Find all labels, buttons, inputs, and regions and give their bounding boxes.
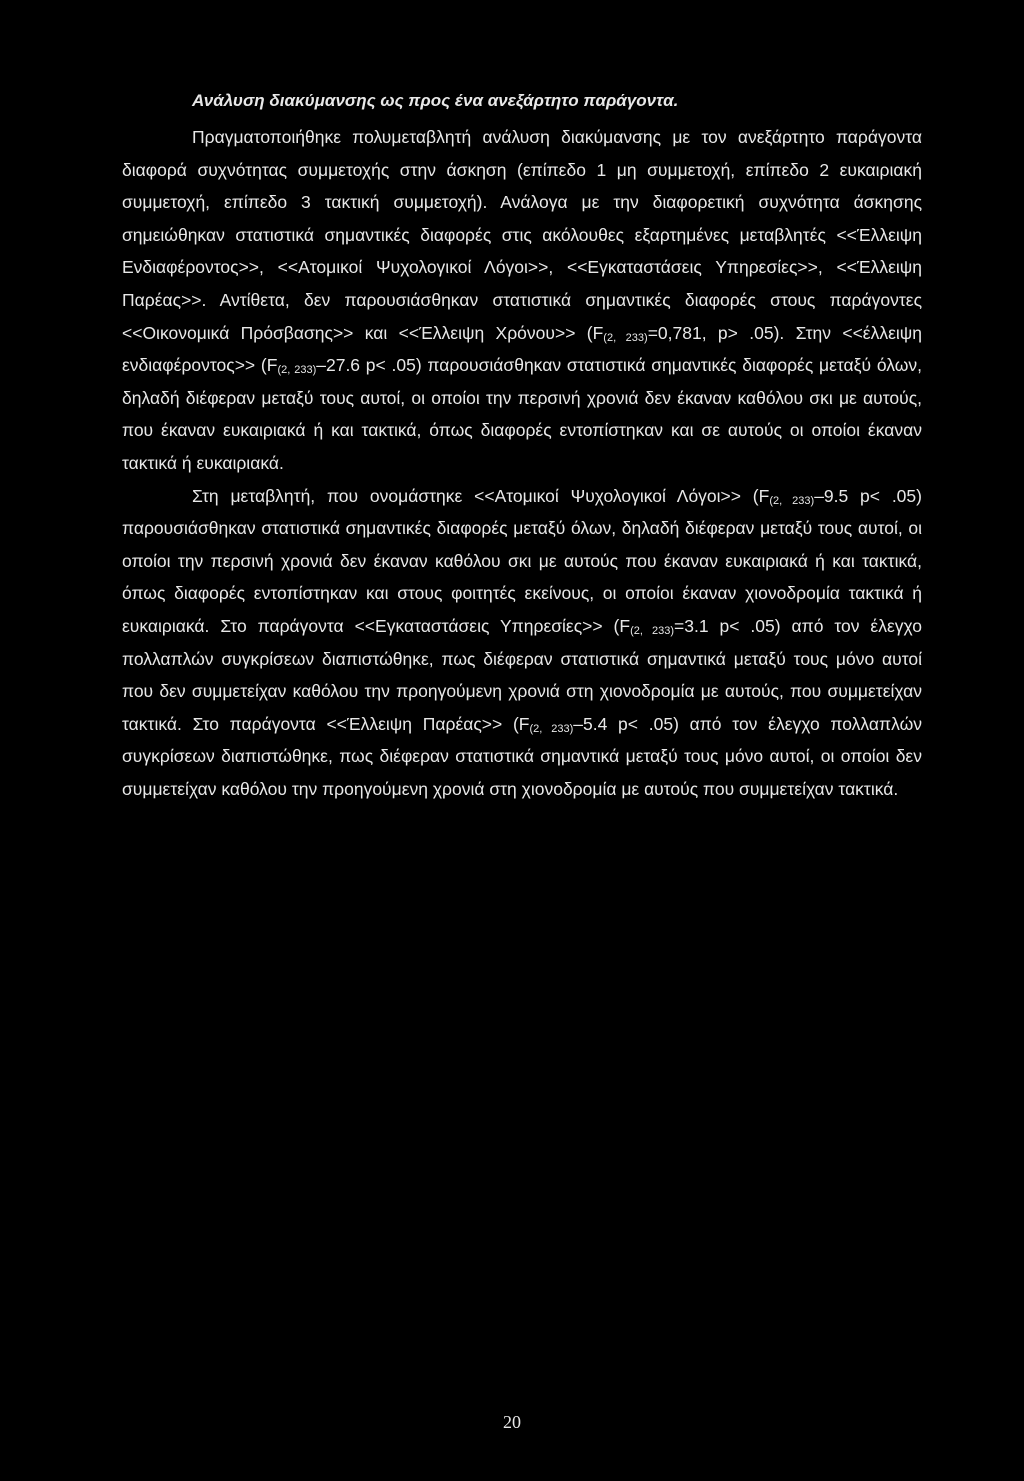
paragraph-1-subscript-1: (2, 233) — [603, 331, 648, 344]
paragraph-2-subscript-3: (2, 233) — [529, 722, 574, 735]
paragraph-1-text-3: –27.6 p< .05) παρουσιάσθηκαν στατιστικά σημαντικές διαφορές μεταξύ όλων, δηλαδή διέφεραν μεταξύ τους αυτοί, οι οποίοι την περσινή χρονιά δεν έκαναν καθόλου σκι με αυτούς, που έκαναν ευκαιριακά ή και τακτικά, όπως διαφορές εντοπίστηκαν και σε αυτούς οι οποίοι έκαναν τακτικά ή ευκαιριακά. — [122, 355, 922, 473]
paragraph-1-text-1: Πραγματοποιήθηκε πολυμεταβλητή ανάλυση διακύμανσης με τον ανεξάρτητο παράγοντα διαφορά συχνότητας συμμετοχής στην άσκηση (επίπεδο 1 μη συμμετοχή, επίπεδο 2 ευκαιριακή συμμετοχή, επίπεδο 3 τακτική συμμετοχή). Ανάλογα με την διαφορετική συχνότητα άσκησης σημειώθηκαν στατιστικά σημαντικές διαφορές στις ακόλουθες εξαρτημένες μεταβλητές <<Έλλειψη Ενδιαφέροντος>>, <<Ατομικοί Ψυχολογικοί Λόγοι>>, <<Εγκαταστάσεις Υπηρεσίες>>, <<Έλλειψη Παρέας>>. Αντίθετα, δεν παρουσιάσθηκαν στατιστικά σημαντικές διαφορές στους παράγοντες <<Οικονομικά Πρόσβασης>> και <<Έλλειψη Χρόνου>> (F — [122, 127, 922, 343]
page-body — [122, 88, 922, 805]
paragraph-2-subscript-1: (2, 233) — [769, 494, 815, 507]
paragraph-2 — [122, 480, 922, 806]
section-heading: Ανάλυση διακύμανσης ως προς ένα ανεξάρτητο παράγοντα. — [192, 91, 679, 110]
paragraph-2-text-1: Στη μεταβλητή, που ονομάστηκε <<Ατομικοί Ψυχολογικοί Λόγοι>> (F — [192, 485, 770, 506]
paragraph-2-text-3: =3.1 p< .05) από τον έλεγχο πολλαπλών συγκρίσεων διαπιστώθηκε, πως διέφεραν στατιστικά σημαντικά μεταξύ τους μόνο αυτοί που δεν συμμετείχαν καθόλου την προηγούμενη χρονιά στη χιονοδρομία με αυτούς, που συμμετείχαν τακτικά. Στο παράγοντα <<Έλλειψη Παρέας>> (F — [122, 615, 922, 734]
paragraph-2-text-2: –9.5 p< .05) παρουσιάσθηκαν στατιστικά σημαντικές διαφορές μεταξύ όλων, δηλαδή διέφεραν μεταξύ τους αυτοί, οι οποίοι την περσινή χρονιά δεν έκαναν καθόλου σκι με αυτούς που έκαναν ευκαιριακά ή και τακτικά, όπως διαφορές εντοπίστηκαν και στους φοιτητές εκείνους, οι οποίοι έκαναν χιονοδρομία τακτικά ή ευκαιριακά. Στο παράγοντα <<Εγκαταστάσεις Υπηρεσίες>> (F — [122, 485, 922, 636]
paragraph-1-subscript-2: (2, 233) — [277, 364, 317, 377]
paragraph-1 — [122, 121, 922, 480]
paragraph-2-subscript-2: (2, 233) — [630, 624, 675, 637]
page-number: 20 — [503, 1412, 521, 1432]
paragraph-2-text-4: –5.4 p< .05) από τον έλεγχο πολλαπλών συγκρίσεων διαπιστώθηκε, πως διέφεραν στατιστικά σημαντικά μεταξύ τους μόνο αυτοί, οι οποίοι δεν συμμετείχαν καθόλου την προηγούμενη χρονιά στη χιονοδρομία με αυτούς που συμμετείχαν τακτικά. — [122, 713, 922, 799]
paragraph-1-text-2: =0,781, p> .05). Στην <<έλλειψη ενδιαφέροντος>> (F — [122, 322, 922, 376]
